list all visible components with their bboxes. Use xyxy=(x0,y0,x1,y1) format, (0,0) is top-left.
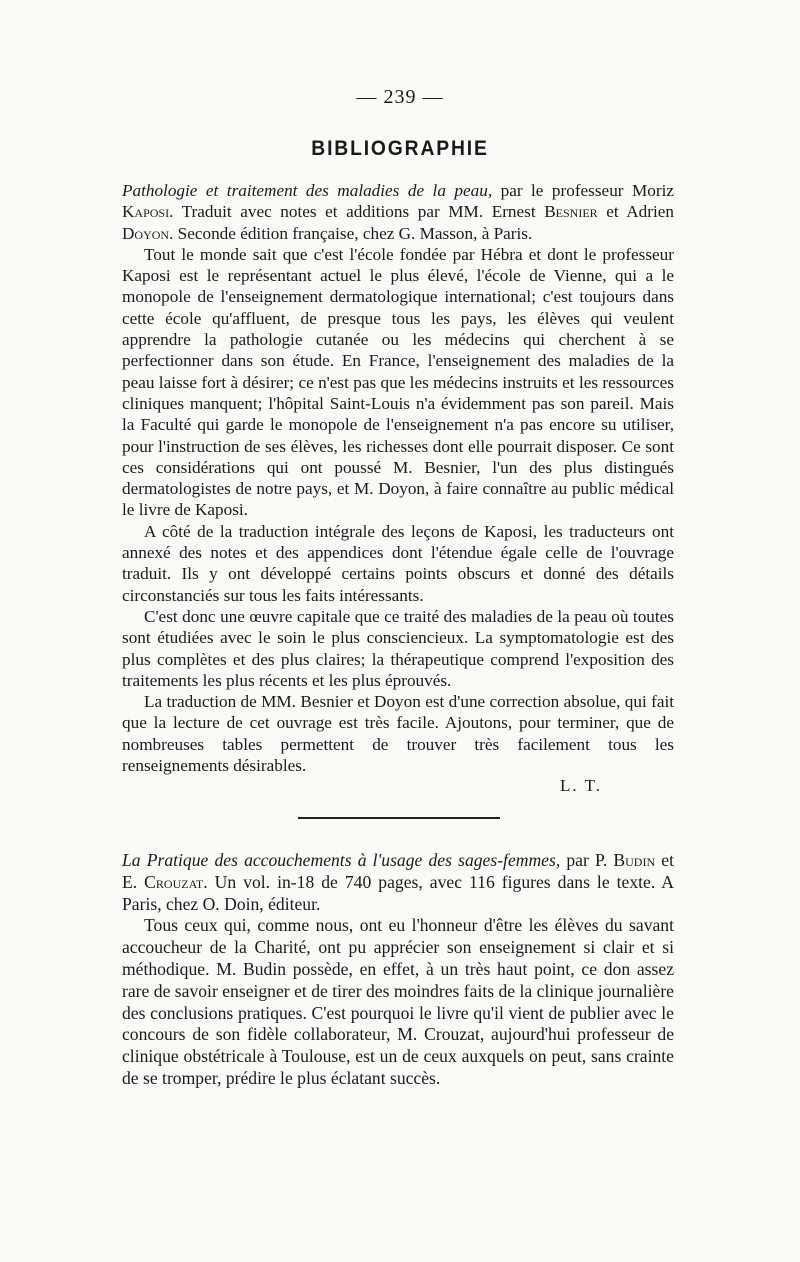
review-paragraph: Tout le monde sait que c'est l'école fondée par Hébra et dont le professeur Kaposi est le représentant actuel le plus élevé, l'école de Vienne, qui a le monopole de l'enseignement dermatologique international; c'est toujours dans cette école qu'affluent, de presque tous les pays, les élèves qui veulent apprendre la pathologie cutanée ou les médecins qui cherchent à se perfectionner dans son étude. En France, l'enseignement des maladies de la peau laisse fort à désirer; ce n'est pas que les médecins instruits et les ressources cliniques manquent; l'hôpital Saint-Louis n'a évidemment pas son pareil. Mais la Faculté qui garde le monopole de l'enseignement n'a pas encore su utiliser, pour l'instruction de ses élèves, les richesses dont elle pourrait disposer. Ce sont ces considérations qui ont poussé M. Besnier, l'un des plus distingués dermatologistes de notre pays, et M. Doyon, à faire connaître au public médical le livre de Kaposi. xyxy=(122,244,674,520)
citation-text: par le professeur Moriz xyxy=(492,181,674,200)
author-name: Crouzat xyxy=(144,871,204,892)
section-divider xyxy=(298,817,500,819)
review-paragraph: A côté de la traduction intégrale des leçons de Kaposi, les traducteurs ont annexé des notes et des appendices dont l'étendue égale celle de l'ouvrage traduit. Ils y ont développé certains points obscurs et donné des détails circonstanciés sur tous les faits intéressants. xyxy=(122,521,674,605)
citation xyxy=(122,180,674,244)
page-number: — 239 — xyxy=(356,86,444,108)
citation-text: . Un vol. in-18 de 740 pages, avec 116 figures dans le texte. A Paris, chez O. Doin, éditeur. xyxy=(122,871,674,914)
review-paragraph: C'est donc une œuvre capitale que ce traité des maladies de la peau où toutes sont étudiées avec le soin le plus consciencieux. La symptomatologie est des plus complètes et des plus claires; la thérapeutique comprend l'exposition des traitements les plus récents et les plus éprouvés. xyxy=(122,606,674,690)
review-paragraph: La traduction de MM. Besnier et Doyon est d'une correction absolue, qui fait que la lecture de cet ouvrage est très facile. Ajoutons, pour terminer, que de nombreuses tables permettent de trouver très facilement tous les renseignements désirables. xyxy=(122,692,674,776)
author-name: Doyon xyxy=(122,223,170,243)
citation xyxy=(122,850,674,915)
author-name: Kaposi xyxy=(122,202,170,222)
citation-text: et Adrien xyxy=(597,202,674,222)
citation-text: . Seconde édition française, chez G. Masson, à Paris. xyxy=(169,223,533,243)
book-title: Pathologie et traitement des maladies de la peau, xyxy=(122,181,493,200)
review-paragraph: Tous ceux qui, comme nous, ont eu l'honneur d'être les élèves du savant accoucheur de la Charité, ont pu apprécier son enseignement si clair et si méthodique. M. Budin possède, en effet, à un très haut point, ce don assez rare de savoir enseigner et de tirer des moindres faits de la clinique journalière des conclusions pratiques. C'est pourquoi le livre qu'il vient de publier avec le concours de son fidèle collaborateur, M. Crouzat, aujourd'hui professeur de clinique obstétricale à Toulouse, est un de ceux auxquels on peut, sans crainte de se tromper, prédire le plus éclatant succès. xyxy=(122,915,674,1088)
reviewer-signature: L. T. xyxy=(560,776,602,795)
section-heading: BIBLIOGRAPHIE xyxy=(311,137,489,160)
bibliography-entry-budin xyxy=(122,850,674,1090)
author-name: Besnier xyxy=(544,202,598,222)
citation-text: et E. xyxy=(122,850,674,892)
citation-text: par P. xyxy=(560,850,614,870)
bibliography-entry-kaposi xyxy=(122,180,674,776)
author-name: Budin xyxy=(613,850,656,870)
citation-text: . Traduit avec notes et additions par MM. Ernest xyxy=(169,202,545,222)
book-title: La Pratique des accouchements à l'usage des sages-femmes, xyxy=(122,850,561,870)
